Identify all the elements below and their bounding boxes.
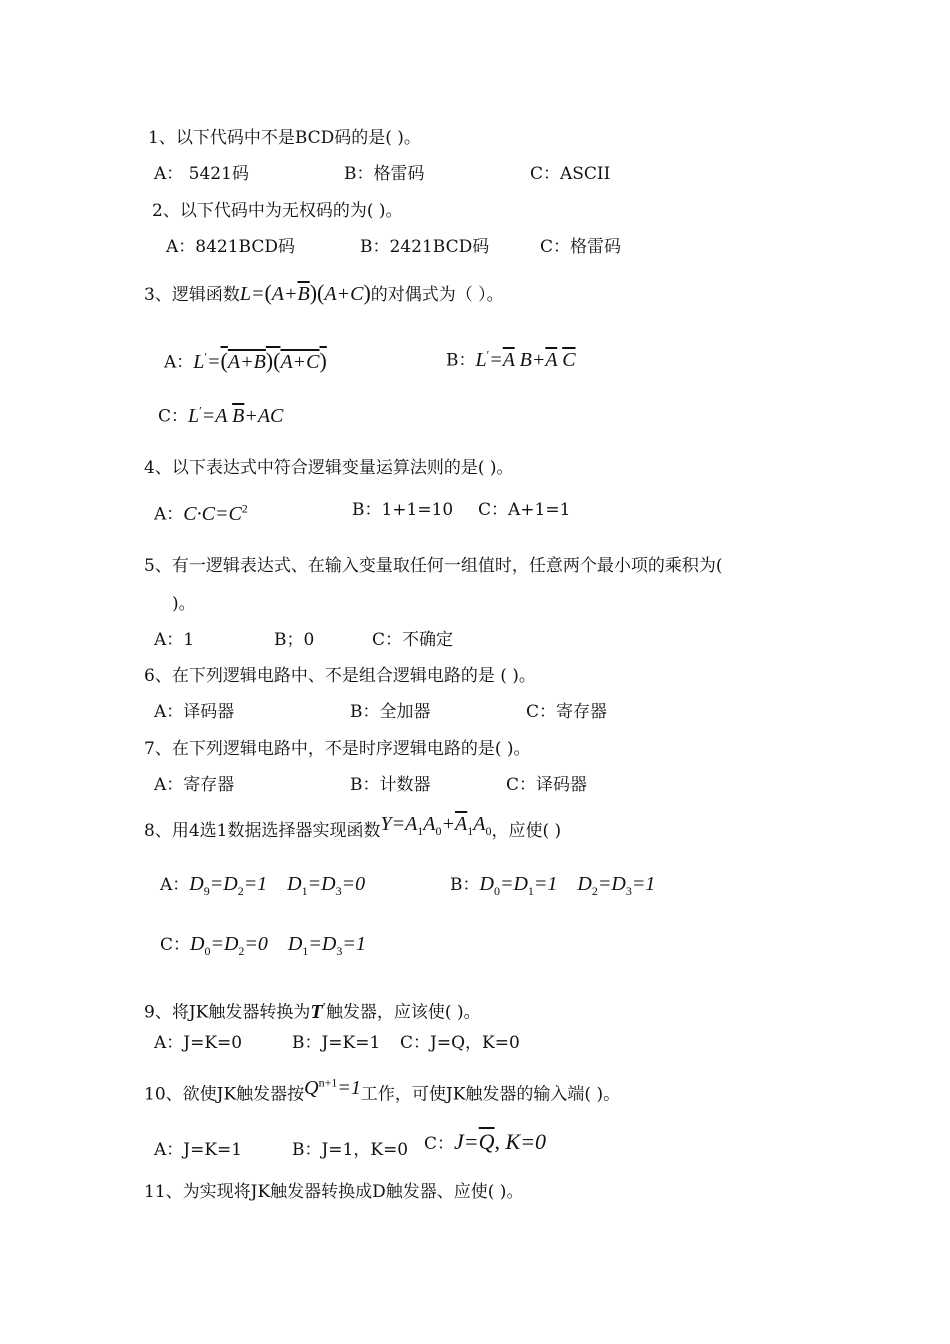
- question-3-option-a-label: A：: [164, 352, 194, 373]
- question-9-stem: [144, 994, 481, 1025]
- question-6-option-c: C：寄存器: [526, 702, 608, 722]
- question-9-option-b: B：J=K=1: [292, 1033, 381, 1053]
- question-3-option-a: [164, 344, 327, 375]
- question-4-stem: 4、以下表达式中符合逻辑变量运算法则的是( )。: [144, 458, 514, 478]
- question-6-option-a: A：译码器: [154, 702, 235, 722]
- question-7-option-a: A：寄存器: [154, 775, 235, 795]
- question-4-option-a-formula: $C\cdot C=C^2$: [183, 501, 248, 525]
- question-5-option-b: B；0: [274, 630, 315, 650]
- question-10-option-b: B：J=1，K=0: [292, 1140, 409, 1160]
- question-8-option-a-label: A：: [160, 875, 190, 895]
- question-8-option-c-formula: $D_0=D_2=0$ $D_1=D_3=1$: [190, 933, 366, 958]
- question-6-stem: 6、在下列逻辑电路中、不是组合逻辑电路的是 ( )。: [144, 666, 536, 686]
- question-3-option-c-label: C：: [158, 406, 189, 427]
- question-10-stem-suffix: 工作，可使JK触发器的输入端( )。: [360, 1084, 621, 1105]
- question-3-stem-suffix: 的对偶式为（ ）。: [370, 285, 504, 305]
- question-9-formula: T′: [310, 999, 326, 1023]
- question-7-option-c: C：译码器: [506, 775, 588, 795]
- question-5-option-c: C：不确定: [372, 630, 454, 650]
- question-9-stem-prefix: 9、将JK触发器转换为: [144, 1002, 311, 1023]
- question-7-stem: 7、在下列逻辑电路中，不是时序逻辑电路的是( )。: [144, 739, 531, 759]
- question-9-option-a: A：J=K=0: [154, 1033, 243, 1053]
- question-4-option-a-label: A：: [154, 504, 184, 525]
- question-5-stem: 5、有一逻辑表达式、在输入变量取任何一组值时，任意两个最小项的乘积为(: [144, 556, 723, 576]
- question-8-stem-suffix: ，应使( ): [491, 821, 562, 841]
- question-3-option-b-label: B：: [446, 350, 476, 371]
- question-3-option-c-formula: L′=A $\overline{B}+AC$: [188, 403, 284, 427]
- question-1-stem: 1、以下代码中不是BCD码的是( )。: [148, 128, 421, 148]
- question-8-option-a: [160, 872, 365, 903]
- question-10-stem: [144, 1076, 620, 1107]
- question-2-stem: 2、以下代码中为无权码的为( )。: [152, 201, 403, 221]
- question-10-formula: $Q^{n+1}=1$: [304, 1075, 361, 1099]
- question-2-option-a: A：8421BCD码: [166, 237, 295, 257]
- question-11-stem: 11、为实现将JK触发器转换成D触发器、应使( )。: [144, 1182, 524, 1202]
- question-1-option-a: A： 5421码: [154, 164, 249, 184]
- question-8-option-c: [160, 932, 366, 963]
- question-1-option-b: B：格雷码: [344, 164, 425, 184]
- question-9-stem-suffix: 触发器，应该使( )。: [325, 1002, 481, 1023]
- question-10-option-c: [424, 1130, 546, 1156]
- question-10-option-c-label: C：: [424, 1134, 455, 1154]
- question-8-stem: [144, 813, 562, 849]
- question-2-option-b: B：2421BCD码: [360, 237, 490, 257]
- question-8-option-b-label: B：: [450, 875, 480, 895]
- question-9-option-c: C：J=Q，K=0: [400, 1033, 520, 1053]
- question-3-option-b-formula: $L'=\overline{A}$ $B+\overline{A}$ $\overline{C}$: [475, 347, 576, 371]
- question-8-stem-prefix: 8、用4选1数据选择器实现函数: [144, 821, 381, 841]
- question-4-option-b: B：1+1=10: [352, 500, 454, 520]
- question-3-formula: $L=(A+\overline{B})(A+C)$: [239, 280, 371, 305]
- question-3-option-b: [446, 342, 576, 373]
- question-1-option-c: C：ASCII: [530, 164, 611, 184]
- question-5-option-a: A：1: [154, 630, 195, 650]
- question-8-option-b-formula: $D_0=D_1=1$ $D_2=D_3=1$: [479, 873, 656, 898]
- question-8-option-a-formula: $D_9=D_2=1$ $D_1=D_3=0$: [189, 873, 366, 898]
- question-8-option-b: [450, 872, 655, 903]
- question-5-stem-continued: )。: [172, 594, 196, 614]
- question-8-option-c-label: C：: [160, 935, 191, 955]
- question-4-option-a: [154, 496, 248, 527]
- question-4-option-c: C：A+1=1: [478, 500, 571, 520]
- question-3-option-a-formula: L′=(A+B)(A+C): [193, 347, 327, 373]
- question-8-formula: $Y=A_1A_0+\overline{A}_1A_0$: [380, 813, 492, 838]
- question-10-stem-prefix: 10、欲使JK触发器按: [144, 1084, 305, 1105]
- question-3-stem-prefix: 3、逻辑函数: [144, 285, 240, 305]
- question-7-option-b: B：计数器: [350, 775, 431, 795]
- question-6-option-b: B：全加器: [350, 702, 431, 722]
- question-10-option-c-formula: $J=\overline{Q}$, K=0: [454, 1129, 547, 1154]
- question-3-stem: [144, 281, 504, 307]
- question-2-option-c: C：格雷码: [540, 237, 622, 257]
- question-10-option-a: A：J=K=1: [154, 1140, 243, 1160]
- question-3-option-c: [158, 398, 283, 429]
